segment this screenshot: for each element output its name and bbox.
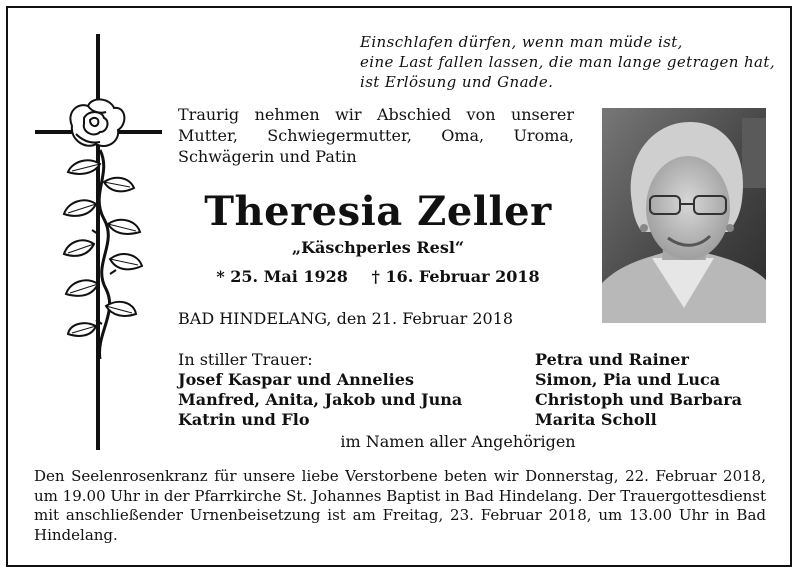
place-and-date: BAD HINDELANG, den 21. Februar 2018 bbox=[178, 309, 514, 328]
life-dates bbox=[178, 266, 578, 288]
farewell-intro bbox=[178, 104, 574, 167]
mourners-left bbox=[178, 350, 462, 430]
mourner-name: Simon, Pia und Luca bbox=[535, 370, 721, 389]
intro-line: Schwägerin und Patin bbox=[178, 147, 357, 166]
deceased-name: Theresia Zeller bbox=[204, 188, 552, 235]
cross-with-rose-icon bbox=[30, 34, 170, 454]
poem-line: eine Last fallen lassen, die man lange getragen hat, bbox=[360, 53, 775, 71]
service-notice: Den Seelenrosenkranz für unsere liebe Verstorbene beten wir Donnerstag, 22. Februar 2018, um 19.00 Uhr in der Pfarrkirche St. Johannes Baptist in Bad Hindelang. Der Trauergottesdienst mit anschließender Urnenbeisetzung ist am Freitag, 23. Februar 2018, um 13.00 Uhr in Bad Hindelang. bbox=[34, 467, 766, 544]
mourner-name: Petra und Rainer bbox=[535, 350, 689, 369]
deceased-nickname: „Käschperles Resl“ bbox=[291, 238, 465, 257]
mourner-name: Katrin und Flo bbox=[178, 410, 310, 429]
poem-line: ist Erlösung und Gnade. bbox=[360, 73, 554, 91]
death-date: † 16. Februar 2018 bbox=[371, 267, 540, 286]
mourning-heading: In stiller Trauer: bbox=[178, 350, 313, 369]
mourner-name: Marita Scholl bbox=[535, 410, 657, 429]
birth-date: * 25. Mai 1928 bbox=[216, 267, 348, 286]
intro-line: Mutter, Schwiegermutter, Oma, Uroma, bbox=[178, 126, 574, 145]
portrait-photo bbox=[602, 108, 766, 323]
poem bbox=[360, 32, 780, 92]
mourner-name: Josef Kaspar und Annelies bbox=[178, 370, 414, 389]
mourners-right bbox=[535, 350, 742, 430]
mourner-name: Christoph und Barbara bbox=[535, 390, 743, 409]
intro-line: Traurig nehmen wir Abschied von unserer bbox=[178, 105, 574, 124]
poem-line: Einschlafen dürfen, wenn man müde ist, bbox=[360, 33, 683, 51]
mourner-name: Manfred, Anita, Jakob und Juna bbox=[178, 390, 463, 409]
on-behalf-line: im Namen aller Angehörigen bbox=[340, 432, 576, 451]
